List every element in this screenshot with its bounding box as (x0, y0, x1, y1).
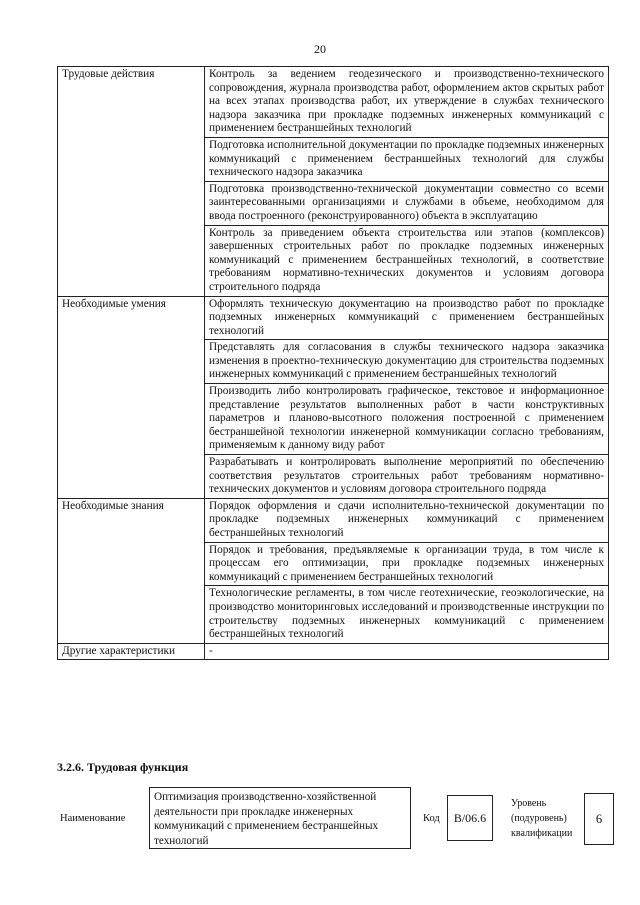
labor-function-table (57, 66, 609, 660)
labor-function-header (57, 787, 617, 849)
section-item: Подготовка исполнительной документации по прокладке подземных инженерных коммуникаций с применением бестраншейных технологий для службы технического надзора заказчика (205, 137, 609, 181)
code-label: Код (423, 813, 440, 824)
section-label: Необходимые умения (58, 296, 205, 498)
table-row (58, 296, 609, 340)
section-item: Технологические регламенты, в том числе геотехнические, геоэкологические, на производство мониторинговых исследований и производственные инструкции по строительству подземных инженерных коммуникаций с применением бестраншейных технологий (205, 586, 609, 643)
section-item: - (205, 643, 609, 660)
section-item: Контроль за ведением геодезического и производственно-технического сопровождения, журнала производства работ, оформлением актов скрытых работ на всех этапах производства работ, их утверждение в службах технического надзора заказчика при прокладке подземных инженерных коммуникаций с применением бестраншейных технологий (205, 67, 609, 138)
table-row (58, 67, 609, 138)
section-item: Контроль за приведением объекта строительства или этапов (комплексов) завершенных строительных работ по прокладке подземных инженерных коммуникаций с применением бестраншейных технологий, в соответствие требованиям нормативно-технических документов и условиям договора строительного подряда (205, 225, 609, 296)
table-row (58, 643, 609, 660)
level-label-line-2: (подуровень) (511, 813, 567, 824)
section-item: Представлять для согласования в службы технического надзора заказчика изменения в проектно-техническую документацию для строительства подземных инженерных коммуникаций с применением бестраншейных технологий (205, 340, 609, 384)
section-label: Трудовые действия (58, 67, 205, 297)
level-label-line-1: Уровень (511, 798, 547, 809)
table-row (58, 498, 609, 542)
name-value: Оптимизация производственно-хозяйственной деятельности при прокладке инженерных коммуникаций с применением бестраншейных технологий (149, 787, 411, 849)
section-heading: 3.2.6. Трудовая функция (57, 760, 189, 774)
section-item: Производить либо контролировать графическое, текстовое и информационное представление результатов выполненных работ в части конструктивных параметров и планово-высотного положения построенной с применением бестраншейной технологии инженерной коммуникации согласно требованиям, применяемым к данному виду работ (205, 384, 609, 455)
section-item: Оформлять техническую документацию на производство работ по прокладке подземных инженерных коммуникаций с применением бестраншейных технологий (205, 296, 609, 340)
section-item: Порядок и требования, предъявляемые к организации труда, в том числе к процессам его оптимизации, при прокладке подземных инженерных коммуникаций с применением бестраншейных технологий (205, 542, 609, 586)
section-label: Другие характеристики (58, 643, 205, 660)
qualification-level-label (511, 796, 572, 841)
level-label-line-3: квалификации (511, 828, 573, 839)
section-label: Необходимые знания (58, 498, 205, 643)
qualification-level-value: 6 (584, 793, 614, 845)
section-item: Разрабатывать и контролировать выполнение мероприятий по обеспечению соответствия результатов строительных работ требованиям нормативно-технических документов и условиям договора строительного подряда (205, 455, 609, 499)
code-value: B/06.6 (447, 795, 493, 841)
page-number: 20 (314, 42, 326, 56)
section-item: Подготовка производственно-технической документации совместно со всеми заинтересованными организациями и службами в объеме, необходимом для ввода построенного (реконструированного) объекта в эксплуатацию (205, 181, 609, 225)
name-label: Наименование (60, 813, 126, 824)
section-item: Порядок оформления и сдачи исполнительно-технической документации по прокладке подземных инженерных коммуникаций с применением бестраншейных технологий (205, 498, 609, 542)
